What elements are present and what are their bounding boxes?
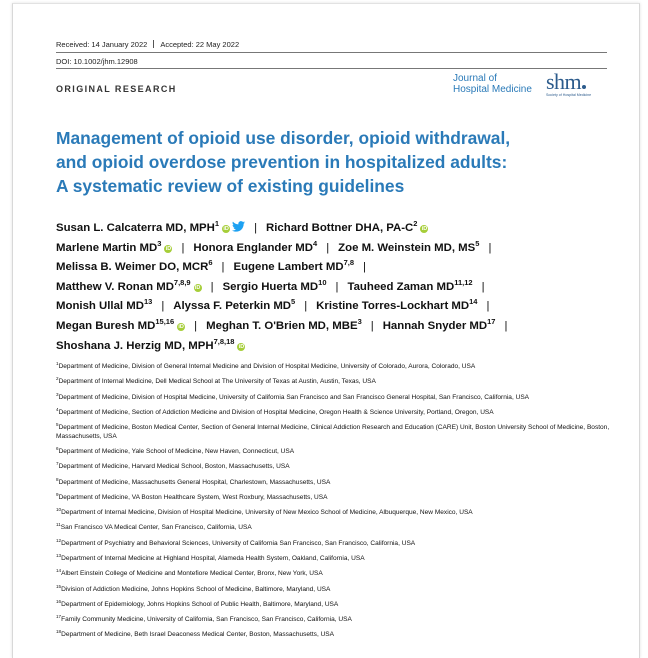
- author: Tauheed Zaman MD$^{11,12}$: [347, 277, 473, 293]
- affiliation: $^{13}$Department of Internal Medicine at Highland Hospital, Alameda Health System, Oakland, California, USA: [56, 552, 365, 562]
- orcid-icon[interactable]: iD: [421, 226, 428, 232]
- affiliation: $^{16}$Department of Epidemiology, Johns Hopkins School of Public Health, Baltimore, Maryland, USA: [56, 598, 339, 608]
- society-mark: shm: [546, 69, 582, 94]
- author: Melissa B. Weimer DO, MCR$^6$: [56, 258, 213, 274]
- author: Megan Buresh MD$^{15,16}$: [56, 316, 175, 332]
- author: Alyssa F. Peterkin $MD^5$: [173, 297, 296, 313]
- author: Eugene Lambert MD$^{7,8}$: [233, 258, 355, 274]
- orcid-icon[interactable]: iD: [178, 323, 184, 330]
- author: Hannah Snyder MD$^{17}$: [382, 316, 496, 332]
- affiliation: $^5$Department of Medicine, Boston Medical Center, Section of General Internal Medicine, Clinical Addiction Research and Education (CARE) Unit, Boston University School of Medicine, Boston, Massachusetts, USA: [56, 422, 610, 440]
- author-line: Monish Ullal MD$^{13}$ | Alyssa F. Peterkin $MD^5$ | Kristine Torres-Lockhart MD$^{14}$ |: [56, 297, 490, 313]
- author: Sergio Huerta MD$^{10}$: [222, 277, 327, 293]
- affiliation: $^{17}$Family Community Medicine, University of California, San Francisco, San Francisco, California, USA: [56, 614, 352, 624]
- doi: DOI: 10.1002/jhm.12908: [56, 57, 138, 66]
- orcid-icon[interactable]: iD: [238, 343, 245, 350]
- affiliation: $^{15}$Division of Addiction Medicine, Johns Hopkins School of Medicine, Baltimore, Maryland, USA: [56, 583, 331, 593]
- society-name: Society of Hospital Medicine: [546, 93, 592, 97]
- affiliation: $^7$Department of Medicine, Harvard Medical School, Boston, Massachusetts, USA: [56, 461, 290, 471]
- affiliation: $^2$Department of Internal Medicine, Dell Medical School at The University of Texas at Austin, Austin, Texas, USA: [56, 376, 376, 386]
- title-line-2: and opioid overdose prevention in hospitalized adults:: [56, 152, 508, 172]
- affiliation-list: [56, 363, 616, 647]
- affiliation: $^{11}$San Francisco VA Medical Center, San Francisco, California, USA: [56, 522, 252, 532]
- date-separator: [153, 40, 154, 48]
- header-rule-bottom: [56, 68, 607, 69]
- author: Marlene Martin $MD^3$: [56, 238, 162, 254]
- author: Monish Ullal MD$^{13}$: [56, 297, 153, 313]
- author-line: Susan L. Calcaterra MD, MPH$^1$iD | Richard Bottner DHA, $PA-C^2iD$: [56, 219, 428, 234]
- author-line: [56, 337, 626, 357]
- author-line: Matthew V. Ronan MD$^{7,8,9}$iD | Sergio Huerta MD$^{10}$ | Tauheed Zaman MD$^{11,12}$ |: [56, 277, 485, 293]
- affiliation: $^{14}$Albert Einstein College of Medicine and Montefiore Medical Center, Bronx, New York, USA: [56, 568, 323, 578]
- orcid-icon[interactable]: iD: [165, 245, 172, 252]
- journal-logo: [453, 73, 532, 95]
- submission-dates: [56, 40, 239, 49]
- title-line-1: Management of opioid use disorder, opioid withdrawal,: [56, 128, 511, 148]
- received-date: Received: 14 January 2022: [56, 40, 148, 49]
- affiliation: $^3$Department of Medicine, Division of Hospital Medicine, University of California San Francisco and San Francisco General Hospital, San Francisco, California, USA: [56, 391, 530, 401]
- document-page: [12, 3, 640, 658]
- affiliation: $^{10}$Department of Internal Medicine, Division of Hospital Medicine, University of New Mexico School of Medicine, Albuquerque, New Mexico, USA: [56, 507, 473, 517]
- author: Susan L. Calcaterra MD, MPH$^1$: [56, 219, 220, 234]
- author: Matthew V. Ronan MD$^{7,8,9}$: [56, 277, 191, 293]
- twitter-icon[interactable]: [232, 221, 245, 232]
- affiliation: $^4$Department of Medicine, Section of Addiction Medicine and Division of Hospital Medicine, Oregon Health & Science University, Portland, Oregon, USA: [56, 406, 494, 416]
- orcid-icon[interactable]: iD: [223, 226, 229, 232]
- affiliation: $^8$Department of Medicine, Massachusetts General Hospital, Charlestown, Massachusetts, USA: [56, 476, 331, 486]
- affiliation: $^9$Department of Medicine, VA Boston Healthcare System, West Roxbury, Massachusetts, USA: [56, 491, 328, 501]
- accepted-date: Accepted: 22 May 2022: [160, 40, 240, 49]
- affiliation: $^6$Department of Medicine, Yale School of Medicine, New Haven, Connecticut, USA: [56, 446, 295, 455]
- orcid-icon[interactable]: iD: [194, 284, 201, 291]
- affiliation: $^1$Department of Medicine, Division of General Internal Medicine and Division of Hospital Medicine, University of Colorado, Aurora, Colorado, USA: [56, 361, 476, 370]
- header-rule-top: [56, 52, 607, 53]
- author: Kristine Torres-Lockhart MD$^{14}$: [316, 297, 478, 313]
- author-list: [56, 219, 626, 356]
- society-logo: [546, 69, 592, 97]
- title-line-3: A systematic review of existing guidelines: [56, 176, 405, 196]
- author-line: Megan Buresh MD$^{15,16}$iD | Meghan T. O'Brien MD, MBE$^3$ | Hannah Snyder MD$^{17}$ |: [56, 316, 508, 332]
- article-title: [56, 126, 616, 198]
- article-type-label: ORIGINAL RESEARCH: [56, 84, 177, 94]
- affiliation: $^{18}$Department of Medicine, Beth Israel Deaconess Medical Center, Boston, Massachusetts, USA: [56, 629, 335, 639]
- author: Meghan T. O'Brien MD, MBE$^3$: [206, 316, 362, 332]
- author: Zoe M. Weinstein MD, $MS^5$: [338, 238, 480, 254]
- author: Shoshana J. Herzig MD, MPH$^{7,8,18}$: [56, 336, 235, 352]
- affiliation: $^{12}$Department of Psychiatry and Behavioral Sciences, University of California San Francisco, San Francisco, California, USA: [56, 537, 416, 547]
- author: Richard Bottner DHA, $PA-C^2$: [266, 219, 418, 234]
- author-line: Marlene Martin $MD^3iD$ | Honora Englander $MD^4$ | Zoe M. Weinstein MD, $MS^5$ |: [56, 238, 492, 254]
- journal-name-line2: Hospital Medicine: [453, 84, 532, 95]
- journal-name-line1: Journal of: [453, 73, 497, 84]
- author: Honora Englander $MD^4$: [193, 238, 318, 254]
- author-line: Melissa B. Weimer DO, MCR$^6$ | Eugene Lambert MD$^{7,8}$ |: [56, 258, 367, 274]
